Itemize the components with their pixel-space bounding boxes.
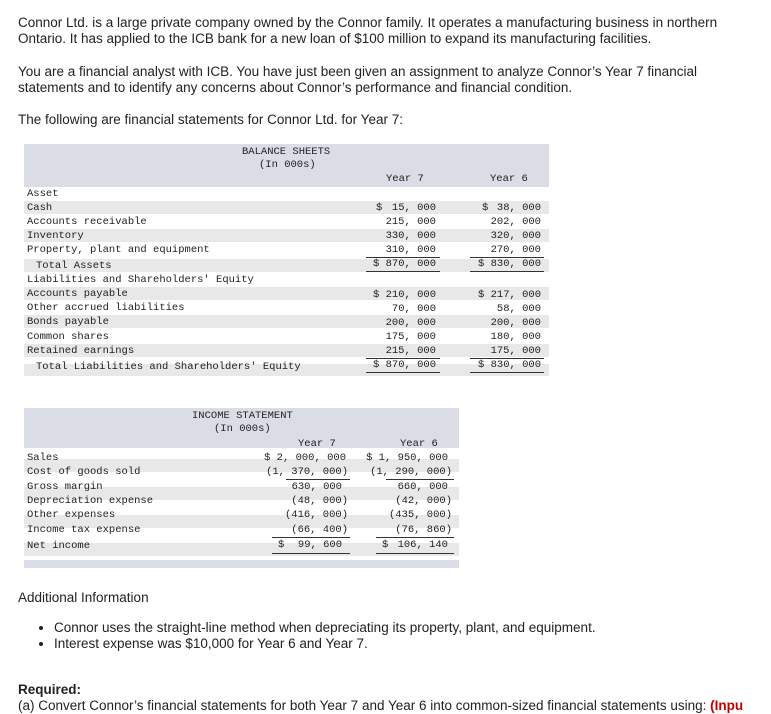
bs-dollar-sign: $: [482, 202, 489, 214]
underline: [386, 479, 454, 480]
input-hint-cut: (Inpu: [710, 698, 744, 713]
additional-info-item: • Interest expense was $10,000 for Year 6 and Year 7.: [54, 636, 596, 652]
is-label-other: Other expenses: [27, 509, 116, 521]
underline: [376, 537, 454, 538]
bs-y6-inventory: 320, 000: [490, 230, 541, 242]
is-y7-gross: 630, 000: [291, 481, 342, 493]
is-label-gross: Gross margin: [27, 481, 103, 493]
additional-info-heading: Additional Information: [18, 590, 149, 605]
bs-y6-total-liab: $ 830, 000: [477, 359, 541, 371]
bs-y7-total-liab: $ 870, 000: [372, 359, 436, 371]
is-y7-depr: (48, 000): [291, 495, 348, 507]
bs-label-asset: Asset: [27, 188, 59, 200]
intro-paragraph-2: You are a financial analyst with ICB. You have just been given an assignment to analyze Connor’s Year 7 financial statements and to identify any concerns about Connor’s performance and financial condition.: [18, 64, 697, 95]
balance-sheet-subtitle: (In 000s): [259, 159, 316, 171]
underline: [286, 479, 350, 480]
is-col-year7: Year 7: [298, 438, 336, 450]
bs-y6-total-assets: $ 830, 000: [477, 258, 541, 270]
bs-label-receivable: Accounts receivable: [27, 216, 147, 228]
underline: [366, 271, 440, 272]
bs-y7-total-assets: $ 870, 000: [372, 258, 436, 270]
is-y7-cogs: (1, 370, 000): [266, 466, 348, 478]
bs-label-total-liab: Total Liabilities and Shareholders' Equity: [36, 361, 301, 373]
is-y7-tax: (66, 400): [291, 524, 348, 536]
bs-label-inventory: Inventory: [27, 230, 84, 242]
bs-label-total-assets: Total Assets: [36, 260, 112, 272]
bs-y7-cash: 15, 000: [391, 202, 436, 214]
additional-info-list: [36, 620, 596, 652]
underline: [470, 271, 544, 272]
is-label-net: Net income: [27, 540, 91, 552]
bs-dollar-sign: $: [376, 202, 383, 214]
row-shade: [24, 560, 459, 568]
underline: [272, 537, 350, 538]
income-statement-title: INCOME STATEMENT: [192, 410, 293, 422]
intro-paragraph-1: Connor Ltd. is a large private company owned by the Connor family. It operates a manufacturing business in northern Ontario. It has applied to the ICB bank for a new loan of $100 million to expand its manufacturing facilities.: [18, 15, 718, 46]
bs-y6-payable: $ 217, 000: [477, 289, 541, 301]
balance-sheet-col-year6: Year 6: [490, 173, 528, 185]
is-dollar-sign: $: [278, 539, 285, 551]
bs-y7-retained: 215, 000: [385, 345, 436, 357]
bs-y6-bonds: 200, 000: [490, 317, 541, 329]
balance-sheet-title: BALANCE SHEETS: [242, 146, 331, 158]
bs-y7-payable: $ 210, 000: [372, 289, 436, 301]
income-statement-subtitle: (In 000s): [214, 423, 271, 435]
bs-label-bonds: Bonds payable: [27, 316, 109, 328]
underline: [376, 553, 454, 554]
is-y6-sales: $ 1, 950, 000: [366, 452, 448, 464]
bs-label-accounts-payable: Accounts payable: [27, 288, 128, 300]
bs-y6-retained: 175, 000: [490, 345, 541, 357]
required-label: Required:: [18, 682, 82, 697]
underline: [470, 372, 544, 373]
bs-y7-ppe: 310, 000: [385, 244, 436, 256]
balance-sheet-col-year7: Year 7: [386, 173, 424, 185]
is-y6-net: 106, 140: [397, 539, 448, 551]
bs-label-common: Common shares: [27, 331, 109, 343]
bs-y7-accrued: 70, 000: [391, 303, 436, 315]
is-y7-other: (416, 000): [284, 509, 348, 521]
is-label-depr: Depreciation expense: [27, 495, 154, 507]
is-col-year6: Year 6: [400, 438, 438, 450]
is-dollar-sign: $: [382, 539, 389, 551]
bs-label-liabilities-heading: Liabilities and Shareholders' Equity: [27, 274, 254, 286]
is-label-cogs: Cost of goods sold: [27, 466, 141, 478]
bs-label-accrued: Other accrued liabilities: [27, 302, 185, 314]
is-y7-net: 99, 600: [297, 539, 342, 551]
bs-label-ppe: Property, plant and equipment: [27, 244, 210, 256]
bs-y7-bonds: 200, 000: [385, 317, 436, 329]
is-label-sales: Sales: [27, 452, 59, 464]
underline: [272, 553, 350, 554]
is-y6-other: (435, 000): [388, 509, 452, 521]
bs-y6-accrued: 58, 000: [496, 303, 541, 315]
required-section: [18, 682, 771, 714]
is-y6-depr: (42, 000): [395, 495, 452, 507]
required-part-a: (a) Convert Connor’s financial statements for both Year 7 and Year 6 into common-sized financial statements using:: [18, 698, 707, 713]
bs-label-retained: Retained earnings: [27, 345, 135, 357]
bs-y7-receivable: 215, 000: [385, 216, 436, 228]
bs-y6-cash: 38, 000: [496, 202, 541, 214]
is-y6-cogs: (1, 290, 000): [370, 466, 452, 478]
bs-y6-receivable: 202, 000: [490, 216, 541, 228]
is-y7-sales: $ 2, 000, 000: [264, 452, 346, 464]
underline: [366, 372, 440, 373]
bs-y6-ppe: 270, 000: [490, 244, 541, 256]
is-y6-gross: 660, 000: [397, 481, 448, 493]
balance-sheet-table: [24, 144, 549, 376]
income-statement-table: [24, 408, 459, 568]
intro-paragraph-3: The following are financial statements for Connor Ltd. for Year 7:: [18, 112, 403, 127]
additional-info-item: • Connor uses the straight-line method when depreciating its property, plant, and equipment.: [54, 620, 596, 636]
bs-y7-common: 175, 000: [385, 331, 436, 343]
is-y6-tax: (76, 860): [395, 524, 452, 536]
bs-label-cash: Cash: [27, 202, 53, 214]
bs-y7-inventory: 330, 000: [385, 230, 436, 242]
is-label-tax: Income tax expense: [27, 524, 141, 536]
bs-y6-common: 180, 000: [490, 331, 541, 343]
